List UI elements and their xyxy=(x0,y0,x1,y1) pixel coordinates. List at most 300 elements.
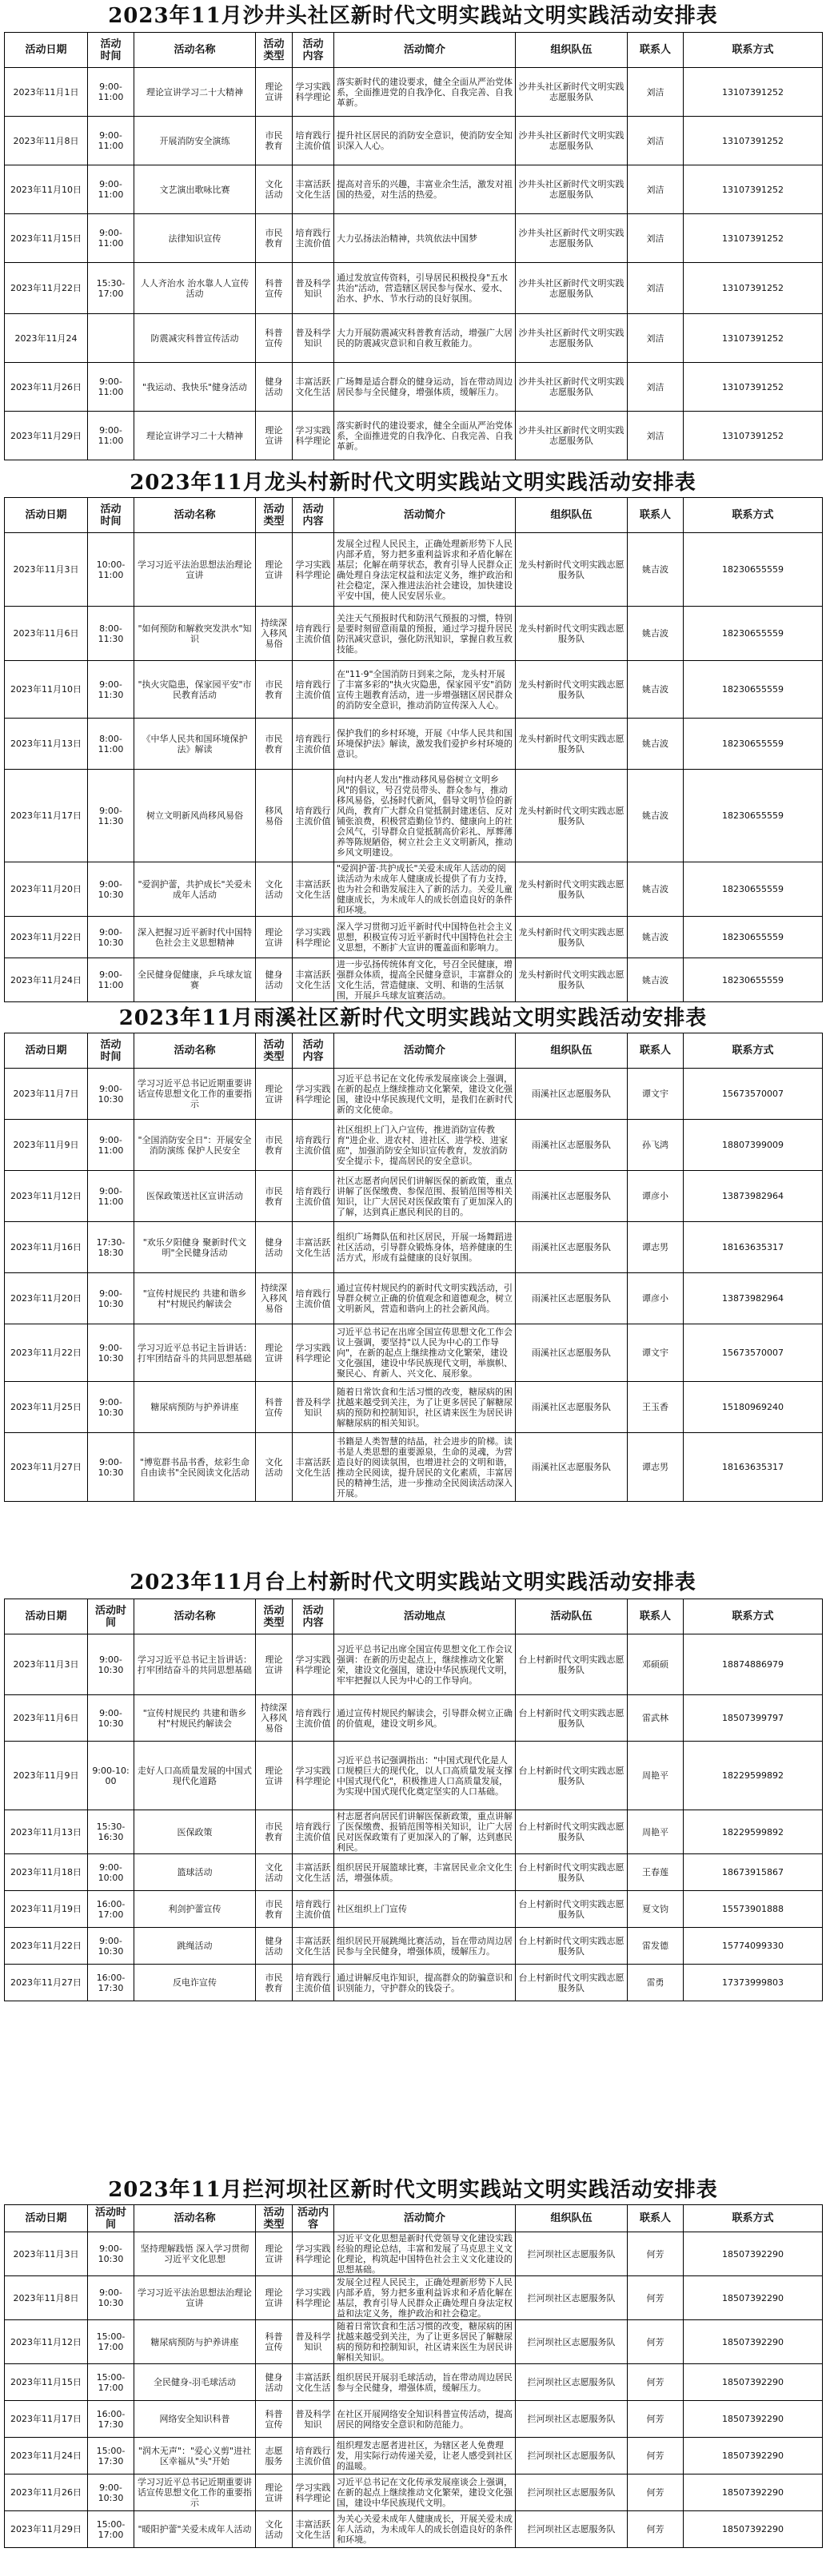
table-cell: 2023年11月7日 xyxy=(5,1069,88,1120)
column-header: 联系方式 xyxy=(684,2205,823,2232)
table-cell: 9:00- 10:30 xyxy=(88,862,134,917)
table-cell: 学习实践科学理论 xyxy=(293,1634,334,1695)
table-cell: 社区组织上门宣传 xyxy=(334,1891,516,1928)
table-cell: 普及科学知识 xyxy=(293,314,334,363)
table-cell: 2023年11月20日 xyxy=(5,862,88,917)
table-cell: 18230655559 xyxy=(684,770,823,862)
table-cell: 培育践行主流价值 xyxy=(293,661,334,719)
table-cell: 培育践行主流价值 xyxy=(293,117,334,165)
table-cell: 学习习近平法治思想法治理论宣讲 xyxy=(134,533,256,607)
table-cell: 理论 宣讲 xyxy=(256,412,293,460)
table-cell: 谭志男 xyxy=(628,1433,684,1502)
table-cell: 学习实践科学理论 xyxy=(293,1069,334,1120)
table-cell: 9:00- 11:30 xyxy=(88,770,134,862)
table-cell: 社区志愿者向居民们讲解医保的新政策，重点讲解了医保缴费、参保范围、报销范围等相关知识，让广大居民对医保政策有了更加深入的了解，达到真正惠民利民的目的。 xyxy=(334,1171,516,1222)
table-cell: 丰富活跃文化生活 xyxy=(293,363,334,412)
table-cell: 防震减灾科普宣传活动 xyxy=(134,314,256,363)
column-header: 联系人 xyxy=(628,1599,684,1634)
table-cell: 习近平文化思想是新时代党领导文化建设实践经验的理论总结，丰富和发展了马克思主义文化理论，构筑起中国特色社会主义文化建设的思想基础。 xyxy=(334,2232,516,2276)
table-cell: 落实新时代的建设要求，健全全面从严治党体系，全面推进党的自我净化、自我完善、自我革新。 xyxy=(334,412,516,460)
column-header: 活动 内容 xyxy=(293,33,334,68)
table-cell: 雷武林 xyxy=(628,1695,684,1742)
table-row xyxy=(5,214,823,263)
table-cell: 龙头村新时代文明实践志愿服务队 xyxy=(516,770,628,862)
table-cell: 雷发德 xyxy=(628,1928,684,1965)
column-header: 联系人 xyxy=(628,2205,684,2232)
table-cell: 科普 宣传 xyxy=(256,2401,293,2438)
table-cell: 2023年11月20日 xyxy=(5,1273,88,1324)
table-cell: 学习习近平总书记主旨讲话：打牢团结奋斗的共同思想基础 xyxy=(134,1634,256,1695)
table-cell: 雨溪社区志愿服务队 xyxy=(516,1171,628,1222)
column-header: 联系人 xyxy=(628,33,684,68)
table-cell: 2023年11月3日 xyxy=(5,1634,88,1695)
table-cell: 13107391252 xyxy=(684,165,823,214)
table-cell: 拦河坝社区志愿服务队 xyxy=(516,2276,628,2320)
table-cell: 刘洁 xyxy=(628,214,684,263)
table-cell: 2023年11月22日 xyxy=(5,263,88,314)
table-cell: 跳绳活动 xyxy=(134,1928,256,1965)
schedule-table xyxy=(4,1033,823,1502)
column-header: 联系人 xyxy=(628,1033,684,1069)
section-title: 2023年11月龙头村新时代文明实践站文明实践活动安排表 xyxy=(130,471,696,495)
column-header: 活动名称 xyxy=(134,2205,256,2232)
table-cell: 习近平总书记强调指出："中国式现代化是人口规模巨大的现代化，以人口高质量发展支撑中国式现代化"，积极推进人口高质量发展，为实现中国式现代化奠定坚实的人口基础。 xyxy=(334,1742,516,1810)
table-row xyxy=(5,68,823,117)
table-cell: 13873982964 xyxy=(684,1171,823,1222)
table-cell: 2023年11月27日 xyxy=(5,1965,88,2001)
table-row xyxy=(5,1120,823,1171)
table-cell: 树立文明新风尚移风易俗 xyxy=(134,770,256,862)
column-header: 活动 类型 xyxy=(256,498,293,533)
table-cell: 13107391252 xyxy=(684,363,823,412)
table-cell: 9:00- 11:00 xyxy=(88,1171,134,1222)
table-cell: 市民 教育 xyxy=(256,214,293,263)
table-cell: 培育践行主流价值 xyxy=(293,607,334,661)
table-cell: 2023年11月27日 xyxy=(5,1433,88,1502)
table-cell: 拦河坝社区志愿服务队 xyxy=(516,2401,628,2438)
table-cell: 2023年11月24日 xyxy=(5,958,88,1002)
table-cell: 健身 活动 xyxy=(256,2364,293,2401)
column-header: 活动时间 xyxy=(88,1599,134,1634)
table-cell: 2023年11月29日 xyxy=(5,2511,88,2548)
table-cell: 刘洁 xyxy=(628,165,684,214)
table-cell: 文化 活动 xyxy=(256,1854,293,1891)
table-cell: 8:00- 11:00 xyxy=(88,719,134,770)
table-cell: 市民 教育 xyxy=(256,117,293,165)
table-cell: 在社区开展网络安全知识科普宣传活动，提高居民的网络安全意识和防范能力。 xyxy=(334,2401,516,2438)
table-cell: 2023年11月3日 xyxy=(5,533,88,607)
column-header: 组织队伍 xyxy=(516,1033,628,1069)
table-cell: 龙头村新时代文明实践志愿服务队 xyxy=(516,862,628,917)
table-cell: 2023年11月12日 xyxy=(5,1171,88,1222)
table-cell: 组织居民开展篮球比赛，丰富居民业余文化生活，增强体质。 xyxy=(334,1854,516,1891)
table-cell: 刘洁 xyxy=(628,117,684,165)
table-cell: 通过宣传村规民约解读会，引导群众树立正确的价值观，建设文明乡风。 xyxy=(334,1695,516,1742)
table-cell: 18507399797 xyxy=(684,1695,823,1742)
table-cell: 9:00- 11:30 xyxy=(88,661,134,719)
table-header-row xyxy=(5,498,823,533)
table-cell: 学习习近平总书记近期重要讲话宣传思想文化工作的重要指示 xyxy=(134,2474,256,2511)
table-cell: 谭彦小 xyxy=(628,1273,684,1324)
table-cell: 夏文钧 xyxy=(628,1891,684,1928)
table-cell: 18673915867 xyxy=(684,1854,823,1891)
column-header: 活动名称 xyxy=(134,1033,256,1069)
table-cell: 习近平总书记在文化传承发展座谈会上强调，在新的起点上继续推动文化繁荣，建设文化强国，建设中华民族现代文明，是我们在新时代新的文化使命。 xyxy=(334,1069,516,1120)
table-cell: 18507392290 xyxy=(684,2438,823,2474)
table-row xyxy=(5,1810,823,1854)
table-cell: 培育践行主流价值 xyxy=(293,719,334,770)
table-cell: 市民 教育 xyxy=(256,1171,293,1222)
table-cell: 雨溪社区志愿服务队 xyxy=(516,1382,628,1433)
table-cell: 刘洁 xyxy=(628,412,684,460)
column-header: 活动日期 xyxy=(5,498,88,533)
table-cell: 通过发放宣传资料，引导居民积极投身"五水共治"活动，营造辖区居民参与保水、爱水、治水、护水、节水行动的良好氛围。 xyxy=(334,263,516,314)
table-cell: 医保政策 xyxy=(134,1810,256,1854)
table-cell: 13107391252 xyxy=(684,117,823,165)
table-row xyxy=(5,2401,823,2438)
table-row xyxy=(5,2438,823,2474)
table-row xyxy=(5,363,823,412)
table-cell: 2023年11月13日 xyxy=(5,1810,88,1854)
table-cell: 健身 活动 xyxy=(256,363,293,412)
table-cell: 周艳平 xyxy=(628,1742,684,1810)
table-cell: 雨溪社区志愿服务队 xyxy=(516,1222,628,1273)
table-cell: 丰富活跃文化生活 xyxy=(293,1854,334,1891)
section-title: 2023年11月拦河坝社区新时代文明实践站文明实践活动安排表 xyxy=(108,2178,718,2202)
table-row xyxy=(5,263,823,314)
table-cell: 15:30- 17:00 xyxy=(88,263,134,314)
column-header: 组织队伍 xyxy=(516,2205,628,2232)
table-cell: 培育践行主流价值 xyxy=(293,1120,334,1171)
table-cell: 9:00- 10:30 xyxy=(88,1324,134,1382)
table-cell: 9:00-10:00 xyxy=(88,1742,134,1810)
table-cell: 普及科学知识 xyxy=(293,263,334,314)
table-cell: 学习习近平法治思想法治理论宣讲 xyxy=(134,2276,256,2320)
table-cell: 9:00- 11:00 xyxy=(88,165,134,214)
table-cell: 9:00- 10:30 xyxy=(88,917,134,958)
column-header: 联系方式 xyxy=(684,33,823,68)
table-cell: 台上村新时代文明实践志愿服务队 xyxy=(516,1634,628,1695)
table-row xyxy=(5,2474,823,2511)
column-header: 活动简介 xyxy=(334,498,516,533)
table-cell: 13107391252 xyxy=(684,214,823,263)
table-cell: 2023年11月17日 xyxy=(5,2401,88,2438)
table-cell: 龙头村新时代文明实践志愿服务队 xyxy=(516,958,628,1002)
table-cell: 15573901888 xyxy=(684,1891,823,1928)
table-cell: 科普 宣传 xyxy=(256,1382,293,1433)
table-cell: 沙井头社区新时代文明实践志愿服务队 xyxy=(516,117,628,165)
table-cell: 13107391252 xyxy=(684,68,823,117)
table-cell: 培育践行主流价值 xyxy=(293,1810,334,1854)
table-cell: 培育践行主流价值 xyxy=(293,1273,334,1324)
table-cell: 何芳 xyxy=(628,2401,684,2438)
table-cell: 9:00- 10:30 xyxy=(88,1273,134,1324)
table-cell: 台上村新时代文明实践志愿服务队 xyxy=(516,1965,628,2001)
table-cell: 15673570007 xyxy=(684,1069,823,1120)
table-cell: 2023年11月8日 xyxy=(5,117,88,165)
table-cell: 2023年11月13日 xyxy=(5,719,88,770)
table-cell: "执火灾隐患，保家园平安"市民教育活动 xyxy=(134,661,256,719)
table-cell: 2023年11月26日 xyxy=(5,2474,88,2511)
table-cell: 姚吉波 xyxy=(628,661,684,719)
table-cell: 9:00- 10:30 xyxy=(88,2474,134,2511)
table-cell: 何芳 xyxy=(628,2438,684,2474)
table-cell: 13107391252 xyxy=(684,263,823,314)
table-cell: 关注天气预报时代和防汛气预报的习惯，特别是要时刻留意雨量的预报，通过学习提升居民防汛减灾意识，强化防汛知识，掌握自救互救技能。 xyxy=(334,607,516,661)
table-cell: 丰富活跃文化生活 xyxy=(293,2511,334,2548)
table-cell: 理论 宣讲 xyxy=(256,68,293,117)
table-row xyxy=(5,1742,823,1810)
table-cell: 组织居民开展跳绳比赛活动，旨在带动周边居民参与全民健身，增强体质，缓解压力。 xyxy=(334,1928,516,1965)
table-cell: 培育践行主流价值 xyxy=(293,1171,334,1222)
table-cell: 文艺演出歌咏比赛 xyxy=(134,165,256,214)
table-cell: 持续深入移风易俗 xyxy=(256,1273,293,1324)
table-row xyxy=(5,917,823,958)
table-row xyxy=(5,1695,823,1742)
table-cell: 学习实践科学理论 xyxy=(293,2474,334,2511)
table-cell: 18507392290 xyxy=(684,2232,823,2276)
column-header: 活动日期 xyxy=(5,1599,88,1634)
table-cell: 学习实践科学理论 xyxy=(293,917,334,958)
column-header: 活动 内容 xyxy=(293,1033,334,1069)
table-cell: 拦河坝社区志愿服务队 xyxy=(516,2364,628,2401)
table-cell: 8:00- 11:30 xyxy=(88,607,134,661)
table-cell: 龙头村新时代文明实践志愿服务队 xyxy=(516,917,628,958)
table-cell: 培育践行主流价值 xyxy=(293,214,334,263)
table-cell: 市民 教育 xyxy=(256,661,293,719)
table-cell: 2023年11月15日 xyxy=(5,214,88,263)
table-cell: 培育践行主流价值 xyxy=(293,1965,334,2001)
table-cell: 9:00- 11:00 xyxy=(88,117,134,165)
table-cell: 姚吉波 xyxy=(628,719,684,770)
table-cell: 刘洁 xyxy=(628,68,684,117)
table-cell: 18230655559 xyxy=(684,607,823,661)
table-cell: 丰富活跃文化生活 xyxy=(293,1433,334,1502)
table-cell: 发展全过程人民民主，正确处理新形势下人民内部矛盾，努力把多重利益诉求和矛盾化解在基层；化解在萌芽状态，教育引导人民群众正确处理自身法定权益和法定义务，维护政治和社会稳定，深入推进法治社会建设，加快建设平安中国，使人民安居乐业。 xyxy=(334,533,516,607)
table-cell: 2023年11月6日 xyxy=(5,607,88,661)
table-cell: 拦河坝社区志愿服务队 xyxy=(516,2320,628,2364)
table-cell: 沙井头社区新时代文明实践志愿服务队 xyxy=(516,165,628,214)
table-cell: 何芳 xyxy=(628,2364,684,2401)
table-cell: 2023年11月10日 xyxy=(5,165,88,214)
table-cell: 医保政策送社区宣讲活动 xyxy=(134,1171,256,1222)
table-cell: 《中华人民共和国环境保护法》解读 xyxy=(134,719,256,770)
table-cell: 2023年11月22日 xyxy=(5,1324,88,1382)
table-cell: 9:00- 10:00 xyxy=(88,1854,134,1891)
table-cell: 15:30- 16:30 xyxy=(88,1810,134,1854)
column-header: 活动内容 xyxy=(293,2205,334,2232)
table-cell: 社区组织上门入户宣传，推进消防宣传教育"进企业、进农村、进社区、进学校、进家庭"，加强消防安全知识宣传教育，发放消防安全提示卡，提高居民的安全意识。 xyxy=(334,1120,516,1171)
table-cell: 坚持理解践悟 深入学习贯彻习近平文化思想 xyxy=(134,2232,256,2276)
table-cell: 9:00- 10:30 xyxy=(88,1695,134,1742)
table-cell: 理论 宣讲 xyxy=(256,1324,293,1382)
table-cell: 市民 教育 xyxy=(256,1891,293,1928)
table-cell: "博览群书品书香，炫彩生命自由读书"全民阅读文化活动 xyxy=(134,1433,256,1502)
table-row xyxy=(5,1854,823,1891)
table-cell: "暖阳护蕾"关爱未成年人活动 xyxy=(134,2511,256,2548)
table-cell: 理论 宣讲 xyxy=(256,917,293,958)
column-header: 活动简介 xyxy=(334,2205,516,2232)
column-header: 活动 类型 xyxy=(256,1033,293,1069)
table-cell: 15:00- 17:00 xyxy=(88,2320,134,2364)
table-cell: 龙头村新时代文明实践志愿服务队 xyxy=(516,719,628,770)
table-cell: 何芳 xyxy=(628,2232,684,2276)
table-cell: 谭文宇 xyxy=(628,1324,684,1382)
table-cell xyxy=(88,314,134,363)
table-cell: "润木无声"："爱心义剪"进社区幸福从"头"开始 xyxy=(134,2438,256,2474)
table-cell: 姚吉波 xyxy=(628,862,684,917)
table-cell: 9:00- 10:30 xyxy=(88,2276,134,2320)
table-cell: 习近平总书记在文化传承发展座谈会上强调，在新的起点上继续推动文化繁荣，建设文化强国，建设中华民族现代文明。 xyxy=(334,2474,516,2511)
column-header: 活动队伍 xyxy=(516,1599,628,1634)
column-header: 活动名称 xyxy=(134,33,256,68)
table-cell: 18230655559 xyxy=(684,917,823,958)
table-cell: 理论宣讲学习二十大精神 xyxy=(134,68,256,117)
table-cell: 18507392290 xyxy=(684,2320,823,2364)
table-cell: 雨溪社区志愿服务队 xyxy=(516,1120,628,1171)
table-cell: 9:00- 10:30 xyxy=(88,1634,134,1695)
table-cell: 2023年11月24日 xyxy=(5,2438,88,2474)
table-cell: 走好人口高质量发展的中国式现代化道路 xyxy=(134,1742,256,1810)
schedule-table xyxy=(4,497,823,1002)
table-cell: 深入学习贯彻习近平新时代中国特色社会主义思想，积极宣传习近平新时代中国特色社会主义思想，不断扩大宣讲的覆盖面和影响力。 xyxy=(334,917,516,958)
table-cell: 雨溪社区志愿服务队 xyxy=(516,1069,628,1120)
table-cell: 文化 活动 xyxy=(256,1433,293,1502)
table-row xyxy=(5,2276,823,2320)
table-cell: 2023年11月26日 xyxy=(5,363,88,412)
table-cell: 大力弘扬法治精神，共筑依法中国梦 xyxy=(334,214,516,263)
table-cell: "宣传村规民约 共建和谐乡村"村规民约解读会 xyxy=(134,1695,256,1742)
table-cell: 文化 活动 xyxy=(256,862,293,917)
table-cell: 沙井头社区新时代文明实践志愿服务队 xyxy=(516,263,628,314)
table-cell: 2023年11月17日 xyxy=(5,770,88,862)
table-cell: 何芳 xyxy=(628,2320,684,2364)
table-cell: 普及科学知识 xyxy=(293,1382,334,1433)
table-cell: 18507392290 xyxy=(684,2364,823,2401)
table-cell: 18230655559 xyxy=(684,719,823,770)
table-cell: 理论 宣讲 xyxy=(256,1742,293,1810)
table-cell: 王玉香 xyxy=(628,1382,684,1433)
table-cell: 文化 活动 xyxy=(256,2511,293,2548)
table-cell: 2023年11月10日 xyxy=(5,661,88,719)
table-cell: 健身 活动 xyxy=(256,1928,293,1965)
table-cell: 姚吉波 xyxy=(628,607,684,661)
table-row xyxy=(5,958,823,1002)
table-cell: 丰富活跃文化生活 xyxy=(293,862,334,917)
table-cell: 9:00- 10:30 xyxy=(88,1928,134,1965)
table-cell: 10:00- 11:00 xyxy=(88,533,134,607)
table-cell: 姚吉波 xyxy=(628,533,684,607)
table-cell: 18230655559 xyxy=(684,958,823,1002)
table-cell: 2023年11月8日 xyxy=(5,2276,88,2320)
table-cell: 理论 宣讲 xyxy=(256,2232,293,2276)
table-cell: 村志愿者向居民们讲解医保新政策，重点讲解了医保缴费、报销范围等相关知识，让广大居民对医保政策有了更加深入的了解，达到惠民利民。 xyxy=(334,1810,516,1854)
table-cell: "我运动、我快乐"健身活动 xyxy=(134,363,256,412)
table-cell: 18229599892 xyxy=(684,1810,823,1854)
table-cell: 学习习近平总书记主旨讲话：打牢团结奋斗的共同思想基础 xyxy=(134,1324,256,1382)
table-cell: 理论宣讲学习二十大精神 xyxy=(134,412,256,460)
column-header: 活动 内容 xyxy=(293,498,334,533)
table-cell: 保护我们的乡村环境，开展《中华人民共和国环境保护法》解读，激发我们爱护乡村环境的意识。 xyxy=(334,719,516,770)
table-cell: 落实新时代的建设要求，健全全面从严治党体系，全面推进党的自我净化、自我完善、自我革新。 xyxy=(334,68,516,117)
table-cell: 周艳平 xyxy=(628,1810,684,1854)
table-cell: 丰富活跃文化生活 xyxy=(293,165,334,214)
table-cell: 随着日常饮食和生活习惯的改变，糖尿病的困扰越来越受到关注，为了让更多居民了解糖尿病的预防和控制知识，社区请来医生为居民讲解糖尿病的相关知识。 xyxy=(334,1382,516,1433)
column-header: 活动简介 xyxy=(334,1033,516,1069)
table-cell: 16:00- 17:00 xyxy=(88,1891,134,1928)
table-cell: 提高对音乐的兴趣，丰富业余生活，激发对祖国的热爱，对生活的热爱。 xyxy=(334,165,516,214)
table-cell: 理论 宣讲 xyxy=(256,2276,293,2320)
table-cell: 利剑护蕾宣传 xyxy=(134,1891,256,1928)
table-cell: 科普 宣传 xyxy=(256,314,293,363)
table-row xyxy=(5,1069,823,1120)
table-row xyxy=(5,533,823,607)
table-row xyxy=(5,770,823,862)
table-cell: 广场舞是适合群众的健身运动，旨在带动周边居民参与全民健身，增强体质，缓解压力。 xyxy=(334,363,516,412)
table-cell: 培育践行主流价值 xyxy=(293,2438,334,2474)
table-cell: 姚吉波 xyxy=(628,958,684,1002)
table-cell: 在"11·9"全国消防日到来之际，龙头村开展了丰富多彩的"执火灾隐患，保家园平安"消防宣传主题教育活动，进一步增强辖区居民群众的消防安全意识，推动消防宣传深入人心。 xyxy=(334,661,516,719)
table-cell: 普及科学知识 xyxy=(293,2401,334,2438)
section-title: 2023年11月雨溪社区新时代文明实践站文明实践活动安排表 xyxy=(118,1006,708,1030)
table-cell: 雨溪社区志愿服务队 xyxy=(516,1433,628,1502)
column-header: 活动地点 xyxy=(334,1599,516,1634)
column-header: 活动名称 xyxy=(134,1599,256,1634)
table-cell: "爱润护蕾，共护成长"关爱未成年人活动 xyxy=(134,862,256,917)
table-cell: 科普 宣传 xyxy=(256,2320,293,2364)
table-cell: 姚吉波 xyxy=(628,770,684,862)
table-cell: 理论 宣讲 xyxy=(256,533,293,607)
table-cell: 18507392290 xyxy=(684,2401,823,2438)
table-row xyxy=(5,862,823,917)
table-cell: 2023年11月12日 xyxy=(5,2320,88,2364)
table-cell: 篮球活动 xyxy=(134,1854,256,1891)
table-cell: 龙头村新时代文明实践志愿服务队 xyxy=(516,533,628,607)
table-cell: 18163635317 xyxy=(684,1433,823,1502)
table-cell: 健身 活动 xyxy=(256,1222,293,1273)
table-cell: 2023年11月9日 xyxy=(5,1120,88,1171)
table-cell: 拦河坝社区志愿服务队 xyxy=(516,2438,628,2474)
table-row xyxy=(5,165,823,214)
table-cell: 谭文宇 xyxy=(628,1069,684,1120)
column-header: 活动 类型 xyxy=(256,33,293,68)
table-cell: 18230655559 xyxy=(684,862,823,917)
table-cell: 书籍是人类智慧的结晶，社会进步的阶梯。读书是人类思想的重要源泉，生命的灵魂，为营造良好的阅读氛围，也增进社会的文明和谐，推动全民阅读，提升居民的文化素质，丰富居民的精神生活，进一步推动全民阅读活动深入开展。 xyxy=(334,1433,516,1502)
table-row xyxy=(5,2320,823,2364)
table-cell: 18230655559 xyxy=(684,533,823,607)
table-cell: 全民健身-羽毛球活动 xyxy=(134,2364,256,2401)
table-cell: 学习实践科学理论 xyxy=(293,2276,334,2320)
table-cell: 谭彦小 xyxy=(628,1171,684,1222)
table-header-row xyxy=(5,1033,823,1069)
table-cell: 18807399009 xyxy=(684,1120,823,1171)
column-header: 联系方式 xyxy=(684,1599,823,1634)
table-cell: 习近平总书记出席全国宣传思想文化工作会议强调：在新的历史起点上，继续推动文化繁荣，建设文化强国，建设中华民族现代文明，牢牢把握以人民为中心的工作导向。 xyxy=(334,1634,516,1695)
table-cell: 2023年11月16日 xyxy=(5,1222,88,1273)
table-cell: 科普 宣传 xyxy=(256,263,293,314)
table-cell: 姚吉波 xyxy=(628,917,684,958)
column-header: 组织队伍 xyxy=(516,498,628,533)
column-header: 活动 类型 xyxy=(256,2205,293,2232)
table-cell: 健身 活动 xyxy=(256,958,293,1002)
schedule-table xyxy=(4,1599,823,2001)
table-cell: 拦河坝社区志愿服务队 xyxy=(516,2474,628,2511)
table-cell: 进一步弘扬传统体育文化，号召全民健康，增强群众体质，提高全民健身意识，丰富群众的文化生活，营造健康、文明、和谐的生活氛围，开展乒乓球友谊赛活动。 xyxy=(334,958,516,1002)
table-header-row xyxy=(5,1599,823,1634)
table-cell: 市民 教育 xyxy=(256,1810,293,1854)
table-cell: 发展全过程人民民主，正确处理新形势下人民内部矛盾，努力把多重利益诉求和矛盾化解在基层，教育引导人民群众正确处理自身法定权益和法定义务，维护政治和社会稳定。 xyxy=(334,2276,516,2320)
table-cell: 组织广场舞队伍和社区居民，开展一场舞蹈进社区活动，引导群众锻炼身体，培养健康的生活方式，形成有益健康的良好氛围。 xyxy=(334,1222,516,1273)
